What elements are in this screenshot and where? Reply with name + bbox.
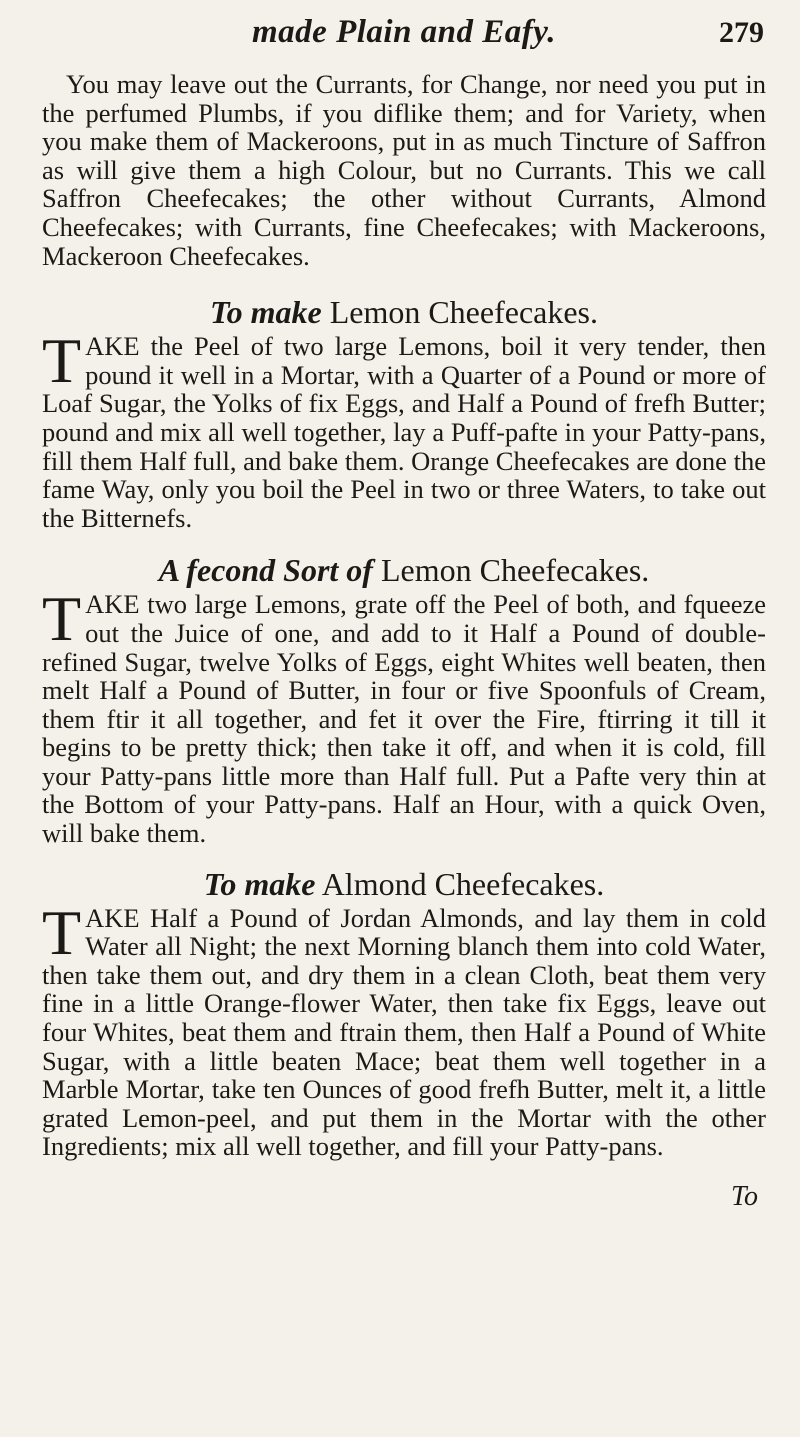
recipe-body-lemon-cheesecakes: TAKE the Peel of two large Lemons, boil it very tender, then pound it well in a Mortar, with a Quarter of a Pound or more of Loaf Sugar, the Yolks of fix Eggs, and Half a Pound of frefh Butter; pound and mix all well together, lay a Puff-pafte in your Patty-pans, fill them Half full, and bake them. Orange Cheefecakes are done the fame Way, only you boil the Peel in two or three Waters, to take out the Bitternefs.: [42, 325, 766, 533]
heading-roman-part: Lemon Cheefecakes.: [380, 552, 650, 589]
heading-italic-part: A fecond Sort of: [158, 552, 373, 589]
heading-italic-part: To make: [209, 294, 322, 331]
running-title: made Plain and Eafy.: [252, 14, 556, 50]
running-head: [42, 0, 766, 70]
recipe-heading-second-lemon-cheesecakes: [42, 550, 766, 590]
page-number: 279: [719, 16, 764, 49]
heading-italic-part: To make: [203, 865, 316, 902]
catchword: To: [730, 1181, 758, 1212]
heading-roman-part: Almond Cheefecakes.: [321, 865, 605, 902]
intro-paragraph: You may leave out the Currants, for Change, nor need you put in the perfumed Plumbs, if you diflike them; and for Variety, when you make them of Mackeroons, put in as much Tincture of Saffron as will give them a high Colour, but no Currants. This we call Saffron Cheefecakes; the other without Currants, Almond Cheefecakes; with Currants, fine Cheefecakes; with Mackeroons, Mackeroon Cheefecakes.: [42, 69, 766, 271]
recipe-heading-almond-cheesecakes: [42, 864, 766, 904]
recipe-body-almond-cheesecakes: TAKE Half a Pound of Jordan Almonds, and lay them in cold Water all Night; the next Morning blanch them into cold Water, then take them out, and dry them in a clean Cloth, beat them very fine in a little Orange-flower Water, then take fix Eggs, leave out four Whites, beat them and ftrain them, then Half a Pound of White Sugar, with a little beaten Mace; beat them well together in a Marble Mortar, take ten Ounces of good frefh Butter, melt it, a little grated Lemon-peel, and put them in the Mortar with the other Ingredients; mix all well together, and fill your Patty-pans.: [42, 896, 766, 1162]
recipe-heading-lemon-cheesecakes: [42, 292, 766, 332]
recipe-body-second-lemon-cheesecakes: TAKE two large Lemons, grate off the Peel of both, and fqueeze out the Juice of one, and add to it Half a Pound of double-refined Sugar, twelve Yolks of Eggs, eight Whites well beaten, then melt Half a Pound of Butter, in four or five Spoonfuls of Cream, them ftir it all together, and fet it over the Fire, ftirring it till it begins to be pretty thick; then take it off, and when it is cold, fill your Patty-pans little more than Half full. Put a Pafte very thin at the Bottom of your Patty-pans. Half an Hour, with a quick Oven, will bake them.: [42, 583, 766, 849]
heading-roman-part: Lemon Cheefecakes.: [329, 294, 598, 331]
